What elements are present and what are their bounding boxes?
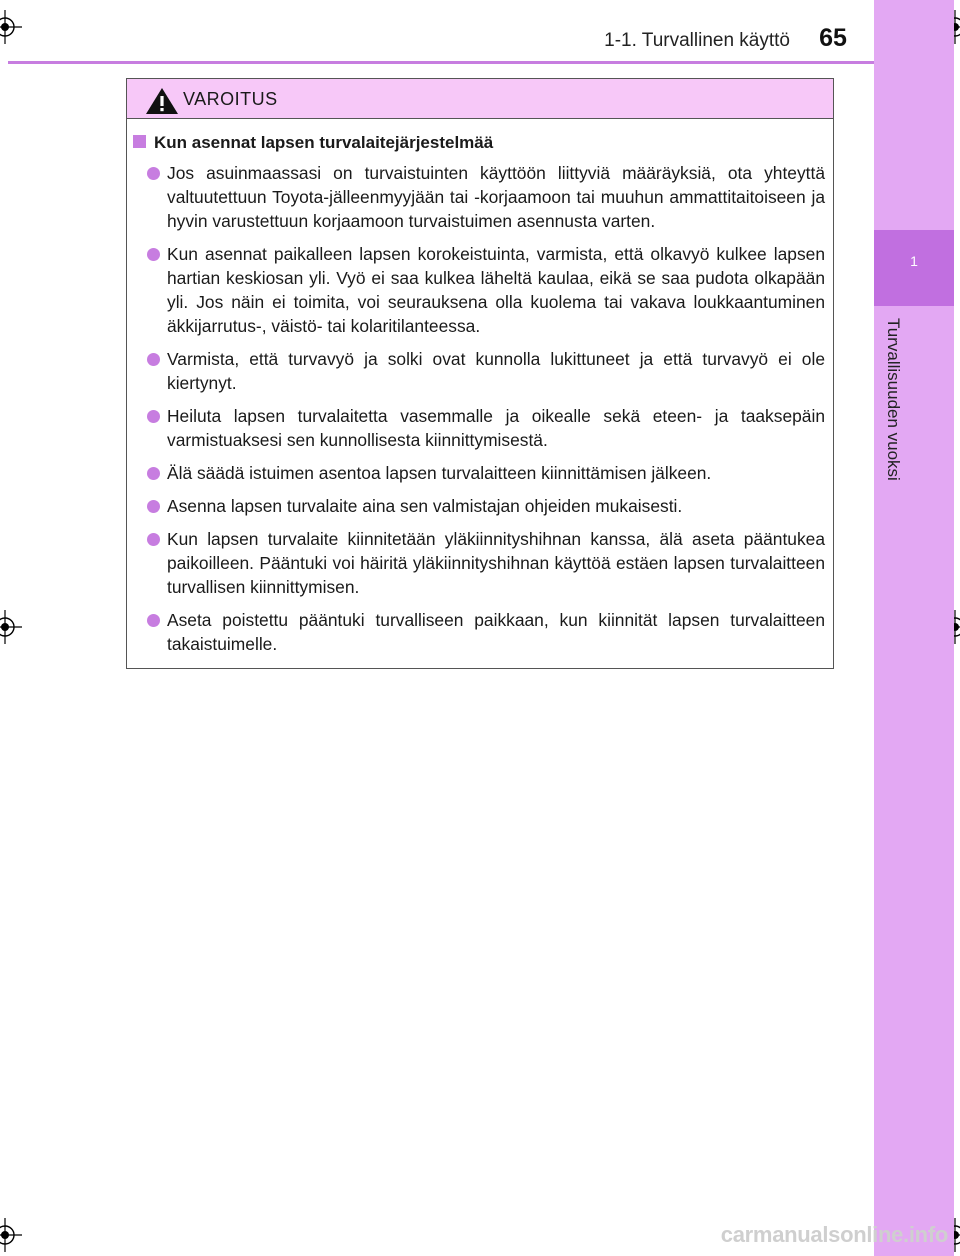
warning-body [127,119,833,656]
list-item-text: Heiluta lapsen turvalaitetta vasemmalle ja oikealle sekä eteen- ja taaksepäin varmistuaksesi sen kunnollisesta kiinnittymisestä. [167,406,825,450]
list-item [133,242,825,338]
warning-list [133,161,825,656]
list-item-text: Asenna lapsen turvalaite aina sen valmistajan ohjeiden mukaisesti. [167,496,683,516]
chapter-number: 1 [874,230,954,306]
square-bullet-icon [133,135,146,148]
chapter-label-text: Turvallisuuden vuoksi [884,318,903,481]
list-item-text: Älä säädä istuimen asentoa lapsen turvalaitteen kiinnittämisen jälkeen. [167,463,712,483]
section-heading-text: Kun asennat lapsen turvalaitejärjestelmää [154,133,494,152]
bullet-dot-icon [147,353,160,366]
bullet-dot-icon [147,167,160,180]
registration-mark-icon [0,10,22,44]
list-item-text: Jos asuinmaassasi on turvaistuinten käyttöön liittyviä määräyksiä, ota yhteyttä valtuutettuun Toyota-jälleenmyyjään tai -korjaamoon tai muuhun ammattitaitoiseen ja hyvin varustettuun korjaamoon turvaistuimen asennusta varten. [167,163,825,231]
warning-header [127,79,833,119]
list-item [133,404,825,452]
watermark[interactable]: carmanualsonline.info [720,1222,948,1247]
registration-mark-icon [0,610,22,644]
chapter-label [885,318,905,558]
list-item-text: Kun asennat paikalleen lapsen korokeistuinta, varmista, että olkavyö kulkee lapsen hartian keskiosan yli. Vyö ei saa kulkea läheltä kaulaa, eikä se saa pudota olkapään yli. Jos näin ei toimita, voi seurauksena olla kuolema tai vakava loukkaantuminen äkkijarrutus-, väistö- tai kolaritilanteessa. [167,244,825,336]
list-item [133,494,825,518]
section-title: 1-1. Turvallinen käyttö [604,30,790,51]
warning-triangle-icon [145,87,179,115]
warning-title: VAROITUS [183,89,278,109]
page-number: 65 [819,24,847,52]
warning-box [126,78,834,669]
bullet-dot-icon [147,248,160,261]
registration-mark-icon [0,1218,22,1252]
list-item-text: Kun lapsen turvalaite kiinnitetään yläkiinnityshihnan kanssa, älä aseta pääntukea paikoilleen. Pääntuki voi häiritä yläkiinnityshihnan käyttöä estäen lapsen turvalaitteen turvallisen kiinnittymisen. [167,529,825,597]
header-divider [8,61,874,64]
list-item [133,608,825,656]
section-heading [133,133,825,153]
bullet-dot-icon [147,500,160,513]
bullet-dot-icon [147,614,160,627]
side-tab [874,0,954,1256]
bullet-dot-icon [147,467,160,480]
list-item [133,527,825,599]
bullet-dot-icon [147,533,160,546]
bullet-dot-icon [147,410,160,423]
list-item [133,161,825,233]
list-item [133,461,825,485]
list-item-text: Varmista, että turvavyö ja solki ovat kunnolla lukittuneet ja että turvavyö ei ole kiertynyt. [167,349,825,393]
list-item-text: Aseta poistettu pääntuki turvalliseen paikkaan, kun kiinnität lapsen turvalaitteen takaistuimelle. [167,610,825,654]
list-item [133,347,825,395]
